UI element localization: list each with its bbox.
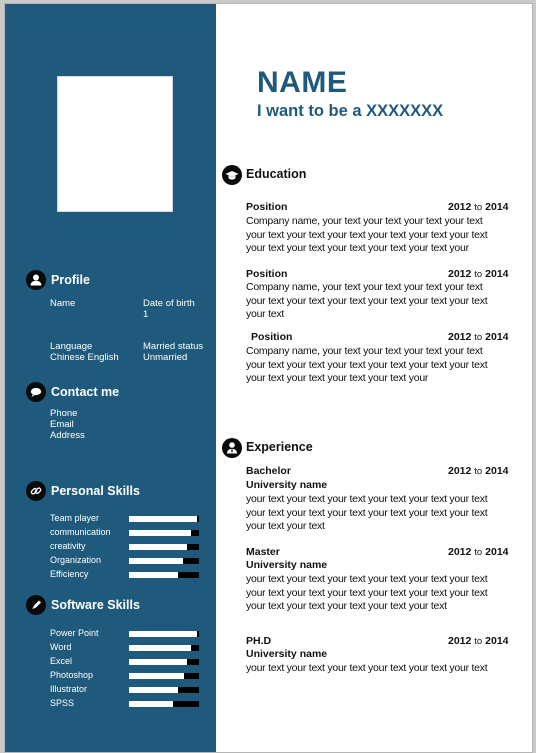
chat-bubble-icon <box>26 382 46 402</box>
skill-label: Team player <box>50 513 100 523</box>
education-entry-text <box>246 345 512 386</box>
experience-entry-title: Master <box>246 546 280 558</box>
language-value: Chinese English <box>50 352 119 363</box>
text-line: your text your text your text your text your text your <box>246 242 469 254</box>
experience-entry-subtitle: University name <box>246 559 328 571</box>
experience-entry-text <box>246 662 512 676</box>
profile-title: Profile <box>51 273 90 287</box>
skill-level-bar <box>129 631 199 637</box>
skill-level-fill <box>129 530 191 536</box>
link-icon <box>26 481 46 501</box>
objective: I want to be a XXXXXXX <box>257 102 444 120</box>
education-entry-text <box>246 281 512 322</box>
skill-label: Organization <box>50 555 102 565</box>
experience-entry-date: 2012 to 2014 <box>448 546 509 558</box>
text-line: your text your text your text your text your text your text <box>246 586 488 599</box>
skill-label: Power Point <box>50 628 99 638</box>
skill-level-bar <box>129 673 199 679</box>
married-value: Unmarried <box>143 352 188 363</box>
skill-level-bar <box>129 645 199 651</box>
education-entry-date: 2012 to 2014 <box>448 331 509 343</box>
skill-level-bar <box>129 659 199 665</box>
education-entry-text <box>246 215 512 256</box>
language-label: Language <box>50 341 93 352</box>
text-line: your text your text your text your text your text your text <box>246 358 488 371</box>
skill-label: Word <box>50 642 72 652</box>
text-line: Company name, your text your text your text your text <box>246 345 483 357</box>
skill-level-bar <box>129 572 199 578</box>
skill-label: Efficiency <box>50 569 89 579</box>
experience-entry-subtitle: University name <box>246 648 328 660</box>
skill-label: Excel <box>50 656 73 666</box>
address-label: Address <box>50 430 85 441</box>
skill-level-fill <box>129 687 178 693</box>
text-line: your text your text your text your text your text your text <box>246 573 488 585</box>
sidebar <box>5 4 216 752</box>
education-entry-date: 2012 to 2014 <box>448 201 509 213</box>
text-line: your text your text your text your text your text your text <box>246 506 488 519</box>
contact-title: Contact me <box>51 385 120 399</box>
text-line: your text your text your text your text your text your text <box>246 662 488 674</box>
skill-level-bar <box>129 701 199 707</box>
text-line: your text your text your text your text your text your text <box>246 294 488 307</box>
text-line: your text your text your text your text your text <box>246 600 447 612</box>
text-line: your text your text your text your text your text your text <box>246 493 488 505</box>
text-line: Company name, your text your text your text your text <box>246 215 483 227</box>
pencil-icon <box>26 595 46 615</box>
education-entry-title: Position <box>246 201 288 213</box>
user-tie-icon <box>222 438 242 458</box>
skill-label: Illustrator <box>50 684 88 694</box>
personal-skills-title: Personal Skills <box>51 484 140 498</box>
skill-level-fill <box>129 516 197 522</box>
name-label: Name <box>50 298 76 309</box>
dob-label: Date of birth <box>143 298 195 309</box>
experience-title: Experience <box>246 440 313 454</box>
person-icon <box>26 270 46 290</box>
skill-level-fill <box>129 659 187 665</box>
resume-page <box>4 3 533 753</box>
skill-level-fill <box>129 572 178 578</box>
experience-entry-date: 2012 to 2014 <box>448 635 509 647</box>
dob-value: 1 <box>143 309 149 320</box>
text-line: your text your text your text your text your text your text <box>246 228 488 241</box>
candidate-name: NAME <box>257 66 348 99</box>
skill-level-fill <box>129 544 187 550</box>
experience-entry-text <box>246 493 512 534</box>
skill-level-bar <box>129 544 199 550</box>
skill-label: communication <box>50 527 111 537</box>
email-label: Email <box>50 419 74 430</box>
text-line: Company name, your text your text your text your text <box>246 281 483 293</box>
skill-level-fill <box>129 701 173 707</box>
education-entry-title: Position <box>251 331 293 343</box>
phone-label: Phone <box>50 408 78 419</box>
education-title: Education <box>246 167 307 181</box>
skill-level-fill <box>129 631 197 637</box>
skill-label: SPSS <box>50 698 75 708</box>
graduation-cap-icon <box>222 165 242 185</box>
photo-placeholder[interactable] <box>57 76 173 212</box>
skill-level-bar <box>129 558 199 564</box>
text-line: your text <box>246 308 285 320</box>
experience-entry-title: PH.D <box>246 635 272 647</box>
experience-entry-title: Bachelor <box>246 465 291 477</box>
skill-label: creativity <box>50 541 86 551</box>
experience-entry-date: 2012 to 2014 <box>448 465 509 477</box>
experience-entry-subtitle: University name <box>246 479 328 491</box>
skill-level-bar <box>129 530 199 536</box>
skill-label: Photoshop <box>50 670 94 680</box>
education-entry-date: 2012 to 2014 <box>448 268 509 280</box>
skill-level-fill <box>129 645 191 651</box>
skill-level-bar <box>129 687 199 693</box>
married-label: Married status <box>143 341 204 352</box>
skill-level-bar <box>129 516 199 522</box>
education-entry-title: Position <box>246 268 288 280</box>
skill-level-fill <box>129 558 183 564</box>
experience-entry-text <box>246 573 512 614</box>
text-line: your text your text your text your text your <box>246 372 429 384</box>
software-skills-title: Software Skills <box>51 598 140 612</box>
text-line: your text your text <box>246 520 325 532</box>
skill-level-fill <box>129 673 184 679</box>
